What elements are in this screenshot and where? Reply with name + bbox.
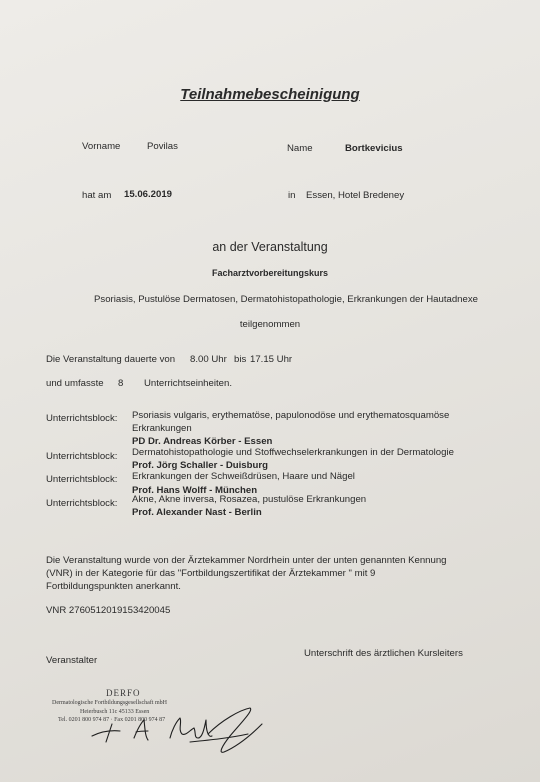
duration-to: bis	[234, 354, 247, 365]
duration-end: 17.15 Uhr	[250, 354, 293, 365]
block-label: Unterrichtsblock:	[46, 498, 118, 509]
accreditation-line: (VNR) in der Kategorie für das "Fortbildungszertifikat der Ärztekammer " mit 9	[46, 568, 376, 579]
block-lecturer: Prof. Hans Wolff - München	[132, 485, 258, 496]
document-title: Teilnahmebescheinigung	[180, 86, 360, 103]
location-label: in	[288, 190, 296, 201]
course-topics: Psoriasis, Pustulöse Dermatosen, Dermatohistopathologie, Erkrankungen der Hautadnexe	[94, 294, 478, 305]
duration-start: 8.00 Uhr	[190, 354, 227, 365]
units-suffix: Unterrichtseinheiten.	[144, 378, 232, 389]
block-label: Unterrichtsblock:	[46, 451, 118, 462]
course-type: Facharztvorbereitungskurs	[211, 268, 329, 278]
block-topic: Erkrankungen der Schweißdrüsen, Haare und Nägel	[132, 471, 355, 482]
first-name-label: Vorname	[82, 141, 121, 152]
attendance-note: teilgenommen	[239, 319, 301, 330]
accreditation-line: Die Veranstaltung wurde von der Ärztekammer Nordrhein unter der unten genannten Kennung	[46, 555, 447, 566]
block-label: Unterrichtsblock:	[46, 474, 118, 485]
last-name-value: Bortkevicius	[345, 143, 403, 154]
block-label: Unterrichtsblock:	[46, 413, 118, 424]
block-topic: Erkrankungen	[132, 423, 192, 434]
last-name-label: Name	[287, 143, 313, 154]
duration-prefix: Die Veranstaltung dauerte von	[46, 354, 176, 365]
event-date: 15.06.2019	[124, 189, 173, 200]
block-topic: Dermatohistopathologie und Stoffwechselerkrankungen in der Dermatologie	[132, 447, 454, 458]
accreditation-line: Fortbildungspunkten anerkannt.	[46, 581, 181, 592]
block-lecturer: Prof. Alexander Nast - Berlin	[132, 507, 262, 518]
handwritten-signature	[90, 700, 270, 762]
stamp-address: Heierbusch 11c 45133 Essen	[80, 709, 150, 715]
block-topic: Psoriasis vulgaris, erythematöse, papulonodöse und erythematosquamöse	[132, 410, 450, 421]
vnr-number: VNR 2760512019153420045	[46, 605, 171, 616]
stamp-subtitle: Dermatologische Fortbildungsgesellschaft mbH	[52, 700, 167, 706]
stamp-contact: Tel. 0201 800 974 87 · Fax 0201 800 974 87	[58, 717, 166, 723]
units-count: 8	[118, 378, 124, 389]
first-name-value: Povilas	[147, 141, 178, 152]
organizer-label: Veranstalter	[46, 655, 98, 666]
event-heading: an der Veranstaltung	[212, 240, 328, 254]
block-topic: Akne, Akne inversa, Rosazea, pustulöse Erkrankungen	[132, 494, 367, 505]
block-lecturer: PD Dr. Andreas Körber - Essen	[132, 436, 273, 447]
signature-label: Unterschrift des ärztlichen Kursleiters	[304, 648, 463, 659]
block-lecturer: Prof. Jörg Schaller - Duisburg	[132, 460, 268, 471]
event-location: Essen, Hotel Bredeney	[306, 190, 405, 201]
units-prefix: und umfasste	[46, 378, 104, 389]
stamp-name: DERFO	[106, 688, 141, 698]
date-label: hat am	[82, 190, 112, 201]
